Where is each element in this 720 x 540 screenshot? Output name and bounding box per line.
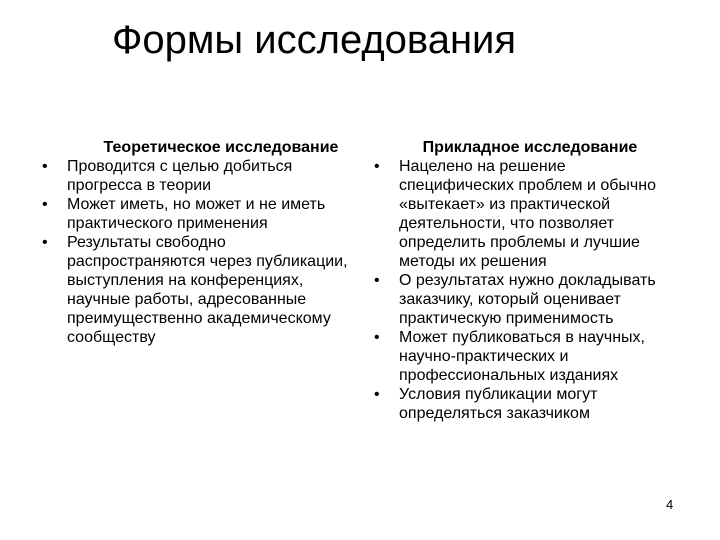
applied-research-heading: Прикладное исследование [422, 139, 638, 156]
list-item [40, 233, 352, 347]
theoretical-research-list [40, 157, 358, 347]
list-item [372, 271, 679, 328]
list-item [372, 157, 679, 271]
bullet-icon: • [374, 158, 380, 175]
slide-title: Формы исследования [112, 18, 517, 62]
list-item [372, 385, 679, 423]
applied-research-list [372, 157, 690, 423]
list-item-text: Нацелено на решение специфических проблем и обычно «вытекает» из практической деятельности, что позволяет определить проблемы и лучшие методы их решения [399, 158, 656, 270]
list-item [40, 157, 352, 195]
list-item [372, 328, 679, 385]
list-item-text: Проводится с целью добиться прогресса в теории [67, 158, 293, 194]
bullet-icon: • [374, 272, 380, 289]
page-number: 4 [666, 497, 674, 512]
list-item [40, 195, 352, 233]
bullet-icon: • [42, 158, 48, 175]
bullet-icon: • [374, 386, 380, 403]
list-item-text: Результаты свободно распространяются через публикации, выступления на конференциях, научные работы, адресованные преимущественно академическому сообществу [67, 234, 348, 346]
bullet-icon: • [42, 196, 48, 213]
list-item-text: Может публиковаться в научных, научно-практических и профессиональных изданиях [399, 329, 645, 384]
list-item-text: Может иметь, но может и не иметь практического применения [67, 196, 326, 232]
bullet-icon: • [374, 329, 380, 346]
applied-research-column [372, 138, 690, 423]
theoretical-research-heading: Теоретическое исследование [103, 139, 339, 156]
theoretical-research-column [40, 138, 358, 347]
list-item-text: О результатах нужно докладывать заказчику, который оценивает практическую применимость [399, 272, 656, 327]
list-item-text: Условия публикации могут определяться заказчиком [399, 386, 598, 422]
bullet-icon: • [42, 234, 48, 251]
